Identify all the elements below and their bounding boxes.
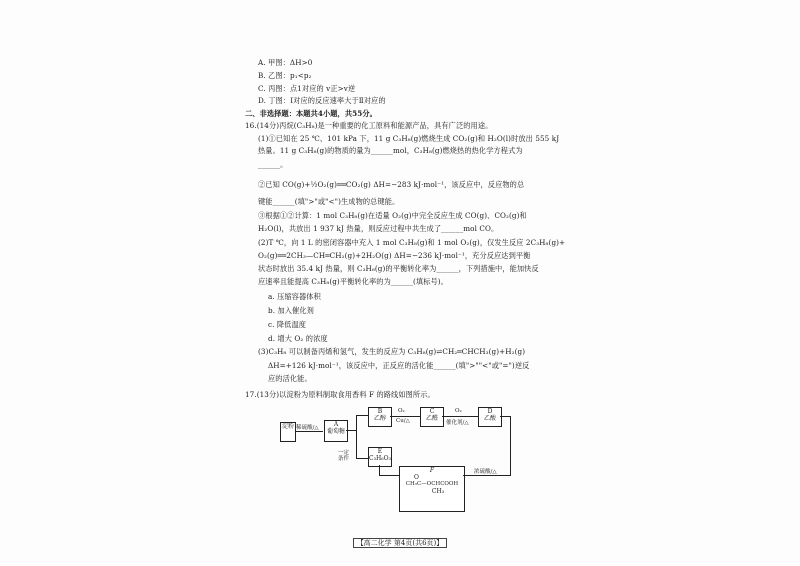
arrow <box>356 458 368 459</box>
box-e: E C₃H₆O₃ <box>368 447 392 467</box>
q16-line: (2)T ℃，向 1 L 的密闭容器中充入 1 mol C₃H₈(g)和 1 mol O₂(g)，仅发生反应 2C₃H₈(g)+ <box>258 238 566 247</box>
arrow <box>463 475 510 476</box>
q16-line: ③根据①②计算：1 mol C₃H₈(g)在适量 O₂(g)中完全反应生成 CO(g)、CO₂(g)和 <box>258 211 527 220</box>
arrow <box>442 416 478 417</box>
q16-line: 应的活化能。 <box>268 374 312 383</box>
q16-line: H₂O(l)，共放出 1 937 kJ 热量，则反应过程中共生成了______mol CO。 <box>258 224 499 233</box>
q16-line: 状态时放出 35.4 kJ 热量，则 C₃H₈(g)的平衡转化率为______，下列措施中，能加快反 <box>258 264 539 273</box>
q16-choice: b. 加入催化剂 <box>268 306 314 315</box>
box-c: C 乙醛 <box>420 407 444 427</box>
condition-label: 浓硫酸/△ <box>474 469 497 475</box>
starch-box: 淀粉 <box>280 422 296 442</box>
q16-line: 应速率且能提高 C₃H₈(g)平衡转化率的为______(填标号)。 <box>258 277 448 286</box>
f-label: F <box>429 467 435 474</box>
q16-line: O₂(g)══2CH₃—CH═CH₂(g)+2H₂O(g) ΔH=−236 kJ·mol⁻¹，充分反应达到平衡 <box>258 251 531 260</box>
q16-intro: 16.(14分)丙烷(C₃H₈)是一种重要的化工原料和能源产品，具有广泛的用途。 <box>245 121 493 130</box>
box-a: A 葡萄糖 <box>324 420 348 442</box>
option-c: C. 丙图：点1对应的 v正>v逆 <box>258 84 356 93</box>
q16-choice: a. 压缩容器体积 <box>268 292 321 301</box>
section-heading: 二、非选择题：本题共4小题，共55分。 <box>245 109 377 118</box>
condition-label: 稀硫酸/△ <box>296 425 319 431</box>
reagent-label: O₂ <box>455 408 462 414</box>
q17-intro: 17.(13分)以淀粉为原料制取食用香料 F 的路线如图所示。 <box>245 390 435 399</box>
arrow <box>379 475 399 476</box>
condition-label: 催化剂/△ <box>446 420 469 426</box>
branch-line <box>356 415 357 458</box>
arrow <box>390 416 420 417</box>
f-structure-o: O <box>414 474 419 481</box>
f-structure: CH₃C—OCHCOOH <box>405 481 459 487</box>
return-line <box>510 416 511 476</box>
q16-choice: c. 降低温度 <box>268 320 307 329</box>
connector-line <box>379 465 380 475</box>
q16-line: (1)①已知在 25 ℃、101 kPa 下，11 g C₃H₈(g)燃烧生成 CO₂(g)和 H₂O(l)时放出 555 kJ <box>258 134 560 143</box>
condition-label: 一定 条件 <box>338 450 350 462</box>
q16-line: ΔH=+126 kJ·mol⁻¹，该反应中，正反应的活化能______(填">""<"或"=")逆反 <box>268 361 530 370</box>
option-a: A. 甲图：ΔH>0 <box>258 58 313 67</box>
condition-label: Cu/△ <box>396 418 410 424</box>
arrow <box>346 430 356 431</box>
option-b: B. 乙图：p₁<p₂ <box>258 71 312 80</box>
q16-line: 键能______(填">"或"<")生成物的总键能。 <box>258 197 400 206</box>
f-structure-ch3: CH₃ <box>431 488 445 495</box>
reagent-label: O₂ <box>398 408 405 414</box>
q16-choice: d. 增大 O₂ 的浓度 <box>268 334 328 343</box>
q16-line: (3)C₃H₈ 可以制备丙烯和氢气，发生的反应为 C₃H₈(g)⇌CH₂═CHCH₃(g)+H₂(g) <box>258 347 526 356</box>
q16-line: ______。 <box>258 160 288 169</box>
q16-line: 热量。11 g C₃H₈(g)的物质的量为______mol，C₃H₈(g)燃烧热的热化学方程式为 <box>258 146 523 155</box>
box-f <box>399 466 465 512</box>
arrow <box>356 415 368 416</box>
page-footer: 【高二化学 第4页(共6页)】 <box>0 538 800 548</box>
box-d: D 乙酸 <box>478 407 502 427</box>
option-d: D. 丁图：Ⅰ对应的反应速率大于Ⅱ对应的 <box>258 96 386 105</box>
box-b: B 乙醇 <box>368 407 392 427</box>
arrow <box>295 431 323 432</box>
arrow <box>500 416 510 417</box>
q16-line: ②已知 CO(g)+½O₂(g)══CO₂(g) ΔH=−283 kJ·mol⁻¹，该反应中，反应物的总 <box>258 180 525 189</box>
